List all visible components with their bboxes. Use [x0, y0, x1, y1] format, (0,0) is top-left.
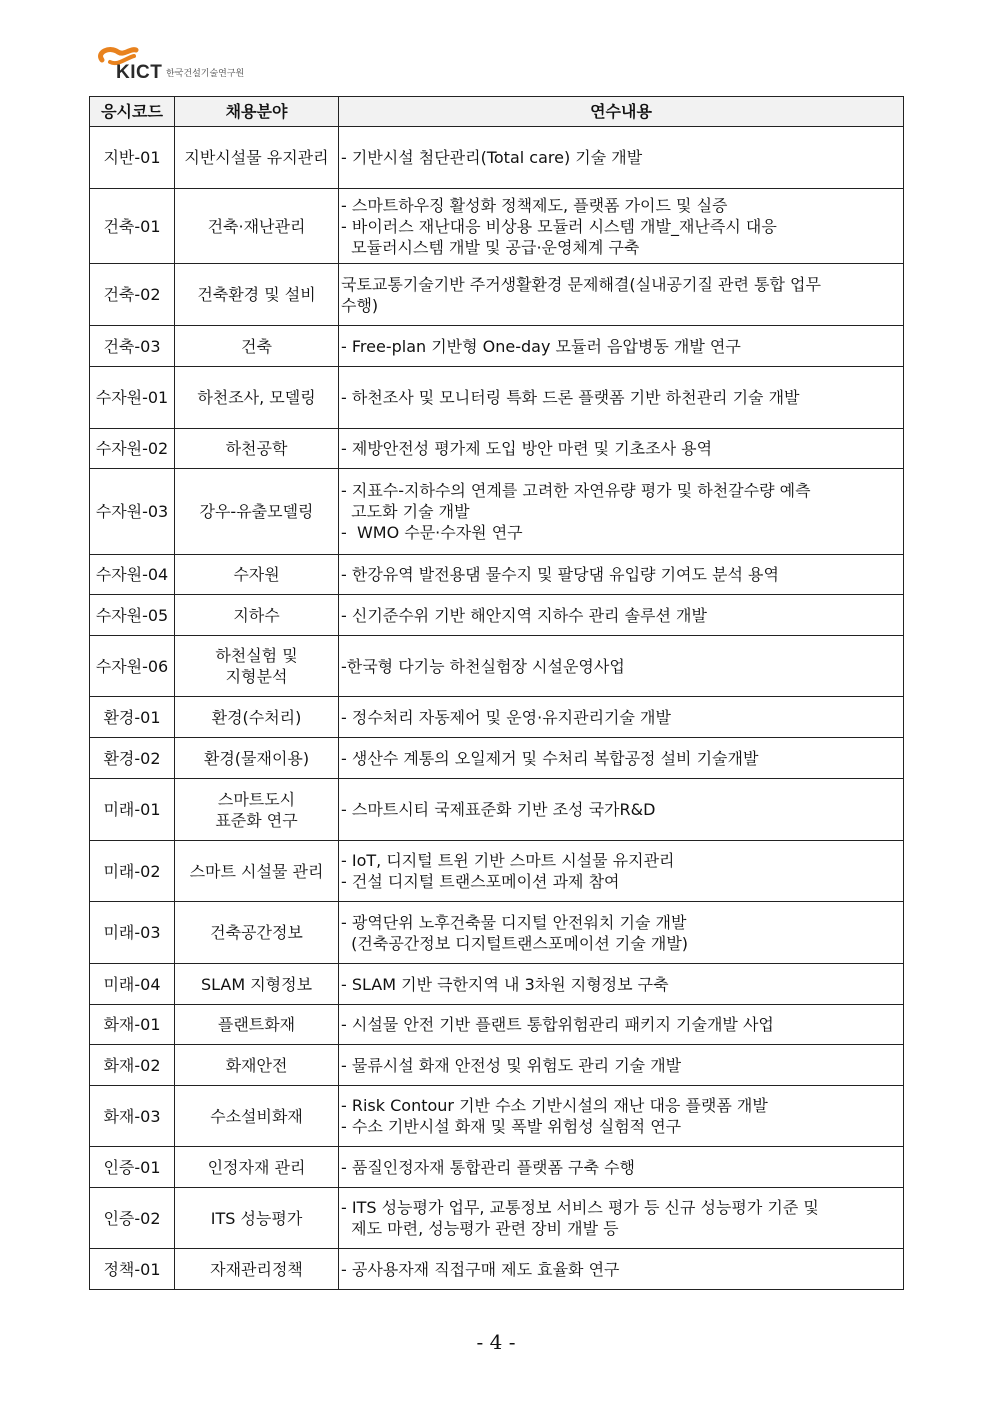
row-field [175, 1147, 339, 1188]
row-content [339, 326, 904, 367]
row-field [175, 127, 339, 189]
row-code: 정책-01 [90, 1249, 175, 1290]
content-line: - 스마트하우징 활성화 정책제도, 플랫폼 가이드 및 실증 [341, 195, 728, 215]
row-code: 환경-01 [90, 697, 175, 738]
field-line: 스마트 시설물 관리 [189, 861, 324, 881]
field-line: 환경(수처리) [211, 707, 302, 727]
table-row [90, 1188, 904, 1249]
content-line: - 한강유역 발전용댐 물수지 및 팔당댐 유입량 기여도 분석 용역 [341, 565, 779, 584]
training-table [89, 96, 904, 1290]
content-line: - 기반시설 첨단관리(Total care) 기술 개발 [341, 148, 643, 167]
table-row [90, 264, 904, 326]
row-content [339, 841, 904, 902]
row-field [175, 555, 339, 595]
table-row [90, 1249, 904, 1290]
field-line: 건축공간정보 [210, 923, 303, 942]
field-line: 수자원 [233, 565, 280, 584]
content-line: - ITS 성능평가 업무, 교통정보 서비스 평가 등 신규 성능평가 기준 및 [341, 1198, 819, 1217]
row-content [339, 902, 904, 964]
table-header-row [90, 97, 904, 127]
field-line: 수소설비화재 [210, 1106, 303, 1126]
row-content [339, 697, 904, 738]
row-code: 화재-01 [90, 1005, 175, 1045]
row-field [175, 189, 339, 264]
row-field [175, 779, 339, 841]
table-row [90, 697, 904, 738]
row-code: 미래-01 [90, 779, 175, 841]
table-row [90, 189, 904, 264]
row-field [175, 1086, 339, 1147]
field-line: 자재관리정책 [210, 1259, 303, 1279]
field-line: 강우-유출모델링 [199, 502, 314, 521]
row-content [339, 964, 904, 1005]
row-code: 미래-04 [90, 964, 175, 1005]
table-row [90, 469, 904, 555]
row-field [175, 902, 339, 964]
row-field [175, 367, 339, 429]
content-line: - WMO 수문·수자원 연구 [341, 523, 523, 542]
table-row [90, 964, 904, 1005]
field-line: 하천실험 및 [215, 646, 298, 665]
content-line: - 신기준수위 기반 해안지역 지하수 관리 솔루션 개발 [341, 605, 707, 625]
table-row [90, 1147, 904, 1188]
row-code: 수자원-02 [90, 429, 175, 469]
row-content [339, 469, 904, 555]
content-line: - SLAM 기반 극한지역 내 3차원 지형정보 구축 [341, 974, 669, 994]
row-content [339, 367, 904, 429]
content-line: - 공사용자재 직접구매 제도 효율화 연구 [341, 1259, 620, 1279]
content-line: - 품질인정자재 통합관리 플랫폼 구축 수행 [341, 1157, 635, 1177]
row-content [339, 595, 904, 636]
column-header-code: 응시코드 [90, 97, 175, 127]
field-line: 스마트도시 [217, 789, 296, 809]
row-content [339, 1045, 904, 1086]
row-code: 미래-02 [90, 841, 175, 902]
row-content [339, 555, 904, 595]
row-field [175, 841, 339, 902]
field-line: 플랜트화재 [217, 1015, 296, 1034]
row-code: 수자원-06 [90, 636, 175, 697]
row-code: 수자원-03 [90, 469, 175, 555]
field-line: 표준화 연구 [215, 810, 298, 830]
row-field [175, 1249, 339, 1290]
row-field [175, 1045, 339, 1086]
row-content [339, 636, 904, 697]
row-code: 수자원-05 [90, 595, 175, 636]
row-field [175, 1005, 339, 1045]
content-line: - 바이러스 재난대응 비상용 모듈러 시스템 개발_재난즉시 대응 [341, 216, 777, 236]
row-content [339, 1188, 904, 1249]
row-content [339, 738, 904, 779]
field-line: 화재안전 [225, 1055, 288, 1075]
content-line: - Risk Contour 기반 수소 기반시설의 재난 대응 플랫폼 개발 [341, 1096, 768, 1115]
row-field [175, 964, 339, 1005]
field-line: 지형분석 [225, 667, 288, 686]
row-field [175, 264, 339, 326]
row-content [339, 1086, 904, 1147]
content-line: - IoT, 디지털 트윈 기반 스마트 시설물 유지관리 [341, 851, 675, 870]
table-row [90, 1086, 904, 1147]
content-line: - 제방안전성 평가제 도입 방안 마련 및 기초조사 용역 [341, 439, 713, 458]
row-field [175, 738, 339, 779]
content-line: 수행) [341, 295, 379, 315]
column-header-field: 채용분야 [175, 97, 339, 127]
content-line: - 물류시설 화재 안전성 및 위험도 관리 기술 개발 [341, 1055, 682, 1075]
field-line: 인정자재 관리 [207, 1157, 306, 1177]
row-field [175, 326, 339, 367]
row-code: 수자원-01 [90, 367, 175, 429]
logo-subtext: 한국건설기술연구원 [166, 69, 245, 79]
row-code: 건축-02 [90, 264, 175, 326]
field-line: 하천공학 [225, 439, 288, 458]
content-line: - 정수처리 자동제어 및 운영·유지관리기술 개발 [341, 707, 671, 727]
row-content [339, 1005, 904, 1045]
table-row [90, 367, 904, 429]
table-row [90, 841, 904, 902]
content-line: - 시설물 안전 기반 플랜트 통합위험관리 패키지 기술개발 사업 [341, 1015, 774, 1034]
logo-text: KICT [116, 62, 163, 83]
content-line: - 광역단위 노후건축물 디지털 안전워치 기술 개발 [341, 912, 687, 932]
row-code: 건축-03 [90, 326, 175, 367]
row-content [339, 429, 904, 469]
row-content [339, 189, 904, 264]
table-row [90, 1005, 904, 1045]
row-content [339, 127, 904, 189]
field-line: 건축·재난관리 [207, 216, 306, 236]
row-code: 화재-03 [90, 1086, 175, 1147]
field-line: ITS 성능평가 [210, 1208, 303, 1228]
row-code: 미래-03 [90, 902, 175, 964]
row-field [175, 1188, 339, 1249]
row-field [175, 697, 339, 738]
table-row [90, 326, 904, 367]
table-row [90, 595, 904, 636]
field-line: 환경(물재이용) [203, 748, 310, 768]
content-line: 고도화 기술 개발 [341, 502, 470, 521]
field-line: 지반시설물 유지관리 [184, 148, 329, 167]
content-line: (건축공간정보 디지털트랜스포메이션 기술 개발) [341, 933, 689, 953]
content-line: - 지표수-지하수의 연계를 고려한 자연유량 평가 및 하천갈수량 예측 [341, 481, 811, 500]
row-content [339, 1147, 904, 1188]
table-row [90, 636, 904, 697]
row-code: 건축-01 [90, 189, 175, 264]
row-code: 인증-02 [90, 1188, 175, 1249]
content-line: - 건설 디지털 트랜스포메이션 과제 참여 [341, 872, 620, 891]
row-field [175, 429, 339, 469]
row-content [339, 1249, 904, 1290]
kict-logo [96, 44, 276, 84]
row-code: 환경-02 [90, 738, 175, 779]
content-line: - 스마트시티 국제표준화 기반 조성 국가R&D [341, 800, 656, 819]
content-line: 국토교통기술기반 주거생활환경 문제해결(실내공기질 관련 통합 업무 [341, 274, 821, 294]
row-content [339, 779, 904, 841]
row-content [339, 264, 904, 326]
content-line: - 생산수 계통의 오일제거 및 수처리 복합공정 설비 기술개발 [341, 748, 759, 768]
table-row [90, 738, 904, 779]
row-field [175, 595, 339, 636]
row-code: 화재-02 [90, 1045, 175, 1086]
table-row [90, 127, 904, 189]
row-field [175, 636, 339, 697]
table-row [90, 429, 904, 469]
table-row [90, 779, 904, 841]
page-number: - 4 - [476, 1330, 516, 1354]
content-line: - 하천조사 및 모니터링 특화 드론 플랫폼 기반 하천관리 기술 개발 [341, 388, 800, 407]
field-line: SLAM 지형정보 [200, 974, 313, 994]
content-line: - 수소 기반시설 화재 및 폭발 위험성 실험적 연구 [341, 1117, 682, 1136]
table-row [90, 555, 904, 595]
row-code: 수자원-04 [90, 555, 175, 595]
table-row [90, 902, 904, 964]
content-line: 모듈러시스템 개발 및 공급·운영체계 구축 [341, 237, 640, 257]
field-line: 건축환경 및 설비 [197, 285, 316, 304]
content-line: - Free-plan 기반형 One-day 모듈러 음압병동 개발 연구 [341, 336, 741, 356]
row-code: 인증-01 [90, 1147, 175, 1188]
table-row [90, 1045, 904, 1086]
field-line: 건축 [241, 336, 272, 356]
field-line: 지하수 [233, 605, 280, 625]
content-line: -한국형 다기능 하천실험장 시설운영사업 [341, 656, 625, 676]
column-header-content: 연수내용 [339, 97, 904, 127]
row-code: 지반-01 [90, 127, 175, 189]
content-line: 제도 마련, 성능평가 관련 장비 개발 등 [341, 1219, 619, 1238]
row-field [175, 469, 339, 555]
field-line: 하천조사, 모델링 [197, 388, 316, 407]
